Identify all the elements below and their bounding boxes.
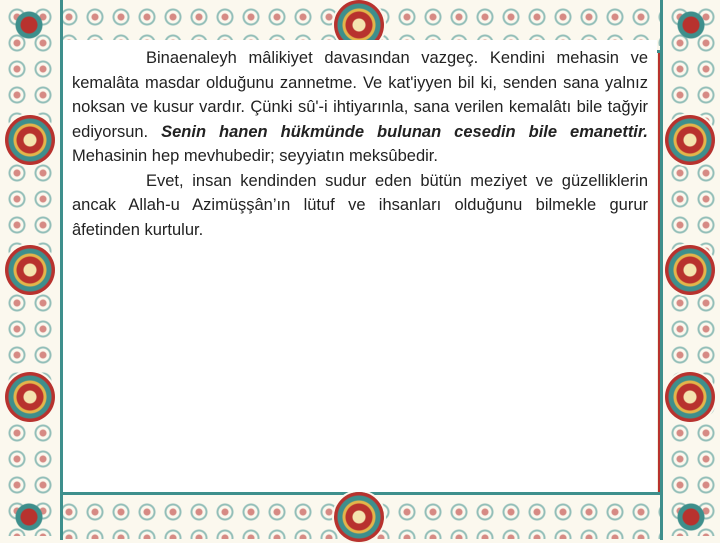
medallion-icon <box>665 115 715 165</box>
medallion-icon <box>5 372 55 422</box>
corner-ornament-icon <box>668 2 714 48</box>
medallion-icon <box>5 245 55 295</box>
paragraph-1-emphasis: Senin hanen hükmünde bulunan cesedin bile emanettir. <box>161 122 648 141</box>
paragraph-2: Evet, insan kendinden sudur eden bütün meziyet ve güzelliklerin ancak Allah-u Azimüşşân’ın lütuf ve ihsanları olduğunu bilmekle gurur âfetinden kurtulur. <box>72 171 648 239</box>
medallion-icon <box>665 372 715 422</box>
medallion-icon <box>5 115 55 165</box>
corner-ornament-icon <box>6 494 52 540</box>
medallion-icon <box>334 492 384 542</box>
paragraph-1-part-3: Mehasinin hep mevhubedir; seyyiatın meksûbedir. <box>72 147 438 165</box>
corner-ornament-icon <box>6 2 52 48</box>
body-text <box>72 46 648 242</box>
corner-ornament-icon <box>668 494 714 540</box>
medallion-icon <box>665 245 715 295</box>
paragraph-1-part-1: Binaenaleyh mâlikiyet davasından vazgeç. Kendini mehasin ve kemalâta masdar olduğunu zannetme. Ve kat'iyyen bil ki, senden sana yalnız noksan ve kusur vardır. Çünki sû'-i ihtiyarınla, sana verilen kemalâtı bile tağyir ediyorsun. <box>72 49 648 141</box>
paragraph-1 <box>72 46 648 169</box>
